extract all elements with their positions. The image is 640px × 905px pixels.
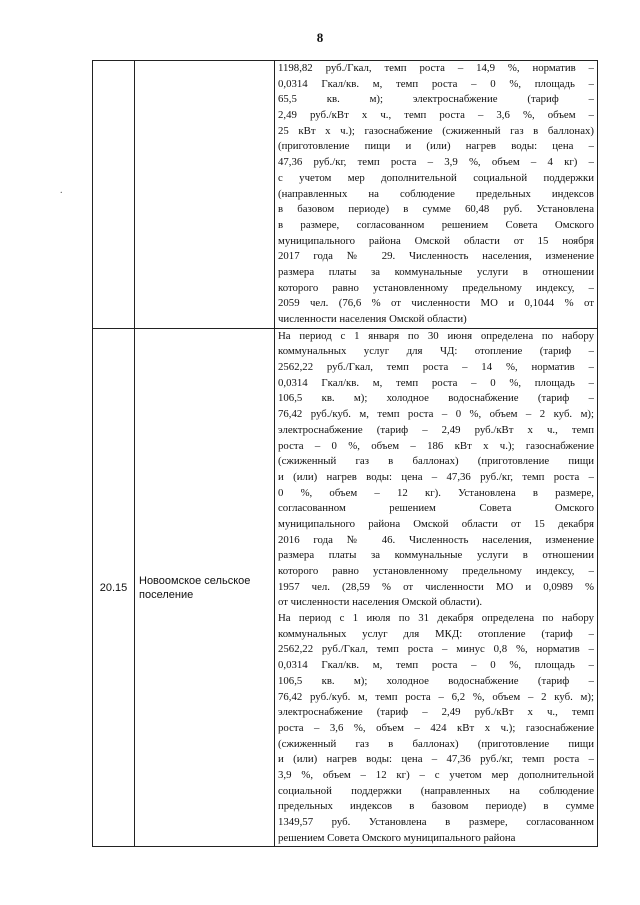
text-line: предельных индексов в базовом периоде) в сумме — [278, 800, 594, 813]
settlement-name-cell: Новоомское сельское поселение — [135, 328, 275, 847]
text-line: 76,42 руб./куб. м, темп роста – 0 %, объем – 2 куб. м); — [278, 408, 594, 421]
row-name-cell — [135, 61, 275, 329]
text-line: электроснабжение (тариф – 2,49 руб./кВт х ч., темп — [278, 423, 594, 436]
text-line: муниципального района Омской области от 15 ноября — [278, 234, 594, 247]
row-text-cell — [275, 328, 598, 847]
row-text-cell — [275, 61, 598, 329]
table-row — [93, 61, 598, 329]
text-line: На период с 1 июля по 31 декабря определена по набору — [278, 612, 594, 625]
text-line: в базовом периоде) в сумме 60,48 руб. Установлена — [278, 203, 594, 216]
text-line: 0,0314 Гкал/кв. м, темп роста – 0 %, площадь – — [278, 659, 594, 672]
text-line: решением Совета Омского муниципального района — [278, 831, 516, 844]
text-line: электроснабжение (тариф – 2,49 руб./кВт х ч., темп — [278, 706, 594, 719]
text-line: 2059 чел. (76,6 % от численности МО и 0,1044 % от — [278, 297, 594, 310]
text-line: 65,5 кв. м); электроснабжение (тариф – — [278, 93, 594, 106]
text-line: 106,5 кв. м); холодное водоснабжение (тариф – — [278, 392, 594, 405]
page-number: 8 — [316, 30, 324, 45]
text-line: размера платы за коммунальные услуги в отношении — [278, 265, 594, 278]
text-line: и (или) нагрев воды: цена – 47,36 руб./кг, темп роста – — [278, 753, 594, 766]
text-line: 2017 года № 29. Численность населения, изменение — [278, 250, 594, 263]
text-line: коммунальных услуг для МКД: отопление (тариф – — [278, 627, 594, 640]
text-line: 47,36 руб./кг, темп роста – 3,9 %, объем – 4 кг) – — [278, 156, 594, 169]
text-line: 3,9 %, объем – 12 кг) – с учетом мер дополнительной — [278, 768, 594, 781]
text-line: коммунальных услуг для ЧД: отопление (тариф – — [278, 345, 594, 358]
text-line: которого равно установленному предельному индексу, – — [278, 565, 594, 577]
text-line: 1349,57 руб. Установлена в размере, согласованном — [278, 816, 594, 828]
table-row — [93, 328, 598, 847]
text-line: и (или) нагрев воды: цена – 47,36 руб./кг, темп роста – — [278, 470, 594, 483]
text-line: от численности населения Омской области). — [278, 596, 483, 609]
text-line: роста – 3,6 %, объем – 424 кВт х ч.); газоснабжение — [278, 721, 594, 734]
text-line: 106,5 кв. м); холодное водоснабжение (тариф – — [278, 674, 594, 687]
text-line: 25 кВт х ч.); газоснабжение (сжиженный газ в баллонах) — [278, 124, 594, 137]
text-line: численности населения Омской области) — [278, 313, 467, 325]
text-line: (приготовление пищи и (или) нагрев воды: цена – — [278, 140, 594, 153]
text-line: На период с 1 января по 30 июня определена по набору — [278, 329, 594, 342]
text-line: (сжиженный газ в баллонах) (приготовление пищи — [278, 737, 594, 750]
row-number-cell — [93, 61, 135, 329]
text-line: муниципального района Омской области от 15 декабря — [278, 517, 594, 530]
text-line: 0,0314 Гкал/кв. м, темп роста – 0 %, площадь – — [278, 376, 594, 389]
text-line: 2562,22 руб./Гкал, темп роста – 14 %, норматив – — [278, 361, 594, 374]
text-line: 0,0314 Гкал/кв. м, темп роста – 0 %, площадь – — [278, 77, 594, 90]
text-line: 2562,22 руб./Гкал, темп роста – минус 0,8 %, норматив – — [278, 643, 594, 656]
text-line: 1957 чел. (28,59 % от численности МО и 0,0989 % — [278, 580, 594, 593]
text-line: размера платы за коммунальные услуги в отношении — [278, 549, 594, 562]
text-line: которого равно установленному предельному индексу, – — [278, 281, 594, 294]
text-line: 1198,82 руб./Гкал, темп роста – 14,9 %, норматив – — [278, 62, 594, 74]
text-line: (сжиженный газ в баллонах) (приготовление пищи — [278, 455, 594, 468]
stray-mark: . — [60, 185, 63, 196]
text-line: (направленных на соблюдение предельных индексов — [278, 187, 594, 200]
text-line: социальной поддержки (направленных на соблюдение — [278, 784, 594, 797]
text-line: роста – 0 %, объем – 186 кВт х ч.); газоснабжение — [278, 439, 594, 452]
text-line: согласованном решением Совета Омского — [278, 502, 594, 515]
row-number-cell: 20.15 — [93, 328, 135, 847]
text-line: 0 %, объем – 12 кг). Установлена в размере, — [278, 486, 594, 499]
text-line: с учетом мер дополнительной социальной поддержки — [278, 171, 594, 184]
text-line: 76,42 руб./куб. м, темп роста – 6,2 %, объем – 2 куб. м); — [278, 690, 594, 703]
data-table — [92, 60, 598, 847]
text-line: 2,49 руб./кВт х ч., темп роста – 3,6 %, объем – — [278, 109, 594, 122]
text-line: в размере, согласованном решением Совета Омского — [278, 218, 594, 231]
text-line: 2016 года № 46. Численность населения, изменение — [278, 533, 594, 546]
